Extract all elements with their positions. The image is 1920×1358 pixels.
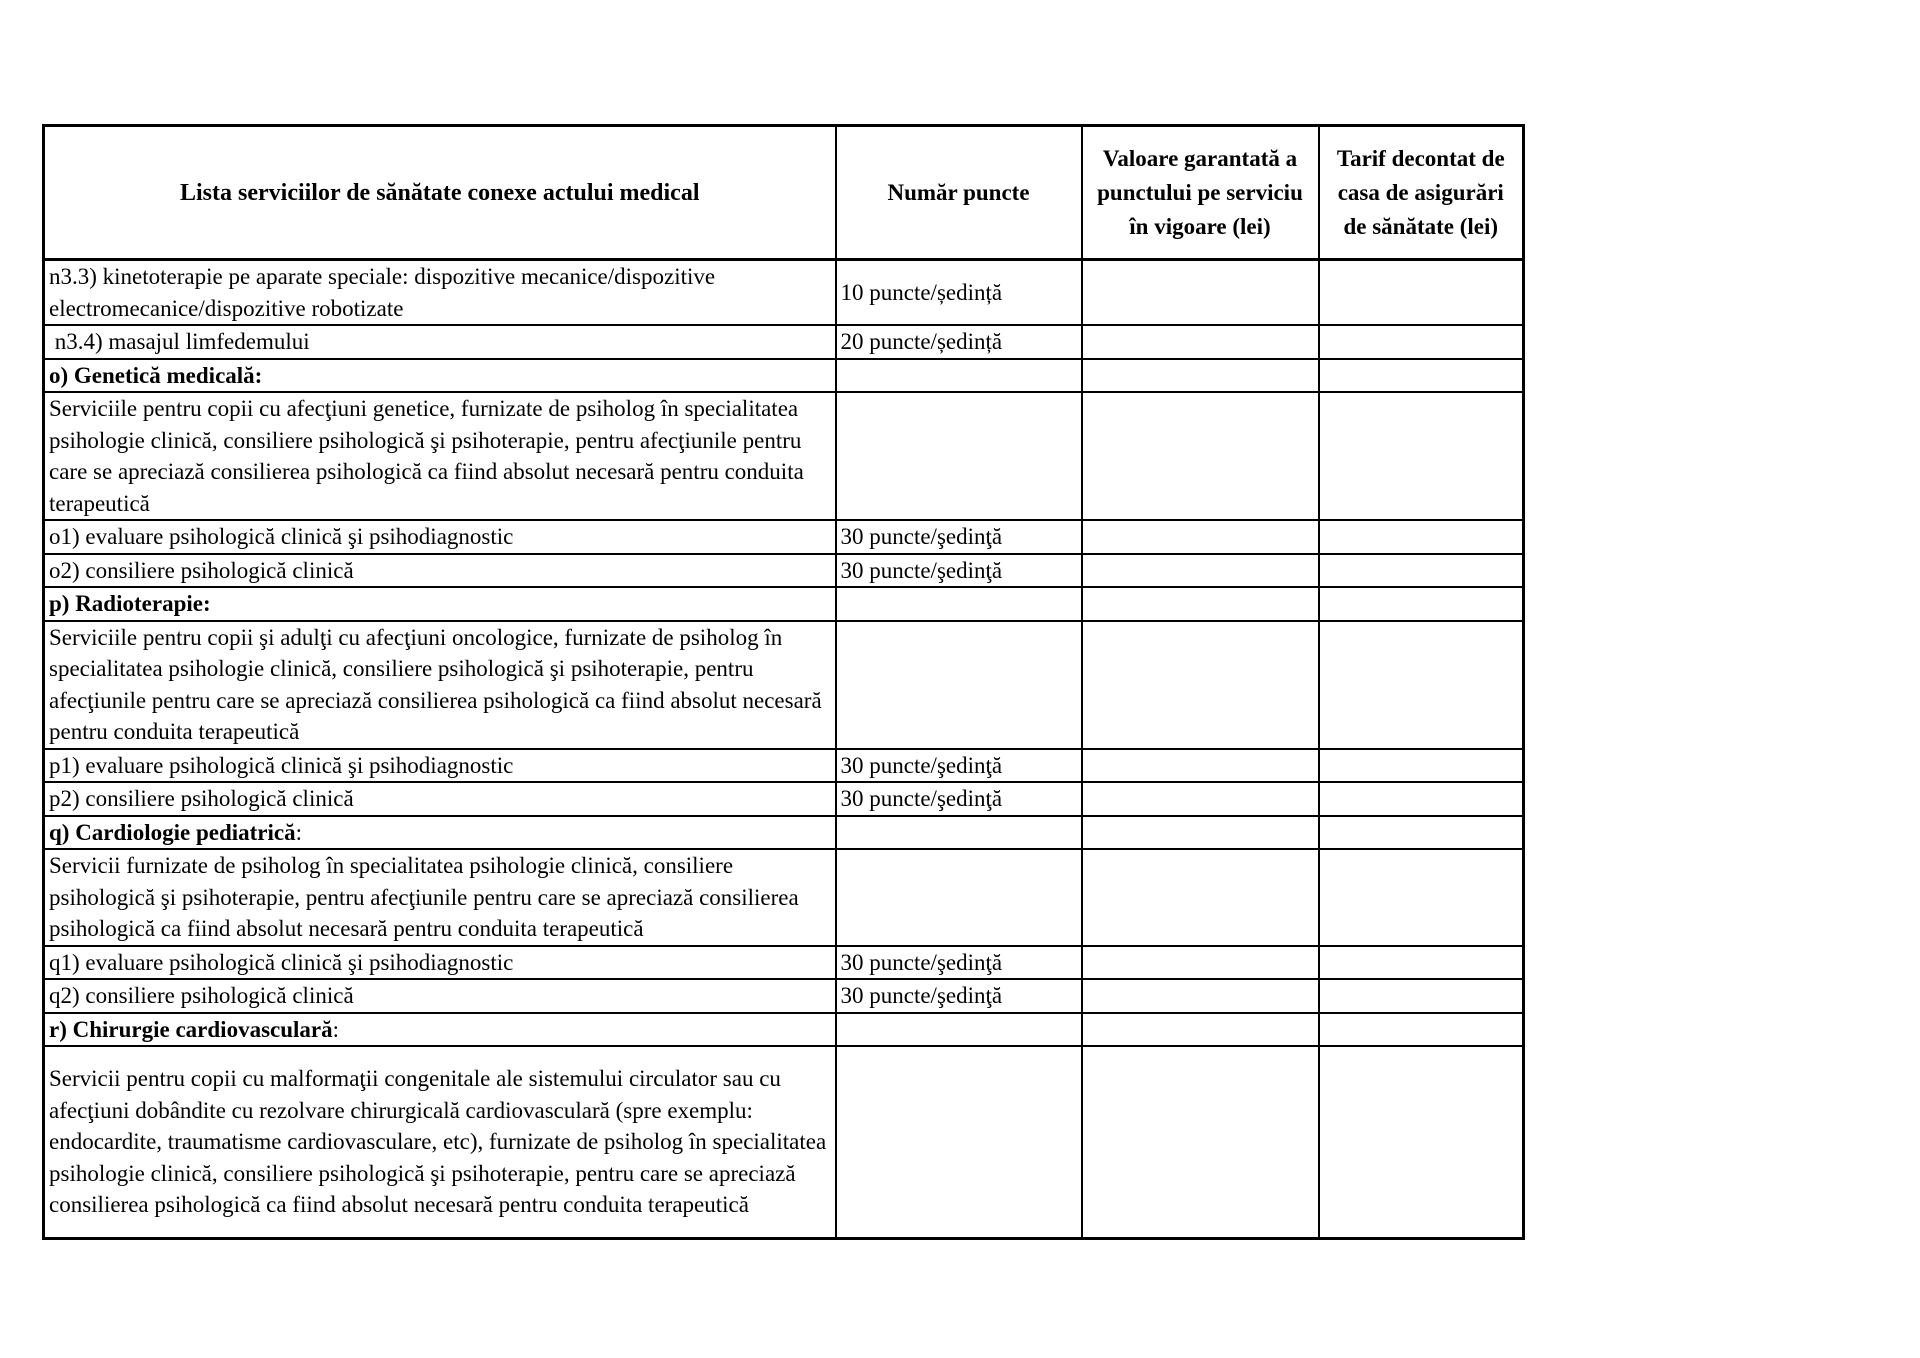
section-heading: p) Radioterapie: <box>44 587 836 621</box>
point-value-cell <box>1082 520 1319 554</box>
service-points <box>836 359 1082 393</box>
services-table <box>42 124 1525 1240</box>
service-points <box>836 587 1082 621</box>
point-value-cell <box>1082 554 1319 588</box>
point-value-cell <box>1082 260 1319 326</box>
service-description: q2) consiliere psihologică clinică <box>44 979 836 1013</box>
point-value-cell <box>1082 979 1319 1013</box>
tariff-cell <box>1319 621 1524 749</box>
section-heading-bold: r) Chirurgie cardiovasculară <box>49 1016 333 1042</box>
tariff-cell <box>1319 260 1524 326</box>
table-row <box>44 621 1524 749</box>
tariff-cell <box>1319 1013 1524 1047</box>
point-value-cell <box>1082 392 1319 520</box>
table-row <box>44 554 1524 588</box>
service-points <box>836 849 1082 946</box>
table-row <box>44 325 1524 359</box>
table-row <box>44 1046 1524 1239</box>
tariff-cell <box>1319 520 1524 554</box>
service-description: Serviciile pentru copii cu afecţiuni genetice, furnizate de psiholog în specialitatea psihologie clinică, consiliere psihologică şi psihoterapie, pentru afecţiunile pentru care se apreciază consilierea psihologică ca fiind absolut necesară pentru conduita terapeutică <box>44 392 836 520</box>
table-header-row <box>44 126 1524 260</box>
point-value-cell <box>1082 621 1319 749</box>
service-description: p2) consiliere psihologică clinică <box>44 782 836 816</box>
table-row <box>44 392 1524 520</box>
point-value-cell <box>1082 325 1319 359</box>
table-row <box>44 587 1524 621</box>
point-value-cell <box>1082 816 1319 850</box>
point-value-cell <box>1082 946 1319 980</box>
point-value-cell <box>1082 782 1319 816</box>
point-value-cell <box>1082 587 1319 621</box>
tariff-cell <box>1319 392 1524 520</box>
table-row <box>44 946 1524 980</box>
service-points: 30 puncte/şedinţă <box>836 520 1082 554</box>
header-services-list: Lista serviciilor de sănătate conexe actului medical <box>44 126 836 260</box>
table-row <box>44 359 1524 393</box>
service-description: Serviciile pentru copii şi adulţi cu afecţiuni oncologice, furnizate de psiholog în specialitatea psihologie clinică, consiliere psihologică şi psihoterapie, pentru afecţiunile pentru care se apreciază consilierea psihologică ca fiind absolut necesară pentru conduita terapeutică <box>44 621 836 749</box>
tariff-cell <box>1319 979 1524 1013</box>
tariff-cell <box>1319 587 1524 621</box>
tariff-cell <box>1319 782 1524 816</box>
table-row <box>44 782 1524 816</box>
service-points: 30 puncte/şedinţă <box>836 749 1082 783</box>
service-points <box>836 1013 1082 1047</box>
section-heading-colon: : <box>332 1016 340 1042</box>
tariff-cell <box>1319 554 1524 588</box>
point-value-cell <box>1082 749 1319 783</box>
section-heading-bold: q) Cardiologie pediatrică <box>49 819 296 845</box>
service-description: q1) evaluare psihologică clinică şi psihodiagnostic <box>44 946 836 980</box>
service-points: 30 puncte/şedinţă <box>836 782 1082 816</box>
table-row <box>44 1013 1524 1047</box>
service-points <box>836 1046 1082 1239</box>
section-heading: o) Genetică medicală: <box>44 359 836 393</box>
table-row <box>44 816 1524 850</box>
section-heading <box>44 816 836 850</box>
table-row <box>44 849 1524 946</box>
tariff-cell <box>1319 325 1524 359</box>
service-description: o2) consiliere psihologică clinică <box>44 554 836 588</box>
tariff-cell <box>1319 946 1524 980</box>
tariff-cell <box>1319 849 1524 946</box>
point-value-cell <box>1082 1046 1319 1239</box>
service-description: p1) evaluare psihologică clinică şi psihodiagnostic <box>44 749 836 783</box>
table-row <box>44 260 1524 326</box>
service-description: Servicii pentru copii cu malformaţii congenitale ale sistemului circulator sau cu afecţiuni dobândite cu rezolvare chirurgicală cardiovasculară (spre exemplu: endocardite, traumatisme cardiovasculare, etc), furnizate de psiholog în specialitatea psihologie clinică, consiliere psihologică şi psihoterapie, pentru care se apreciază consilierea psihologică ca fiind absolut necesară pentru conduita terapeutică <box>44 1046 836 1239</box>
header-point-value: Valoare garantată a punctului pe serviciu în vigoare (lei) <box>1082 126 1319 260</box>
point-value-cell <box>1082 849 1319 946</box>
tariff-cell <box>1319 1046 1524 1239</box>
point-value-cell <box>1082 1013 1319 1047</box>
section-heading <box>44 1013 836 1047</box>
header-points: Număr puncte <box>836 126 1082 260</box>
service-points: 10 puncte/ședință <box>836 260 1082 326</box>
service-description: n3.3) kinetoterapie pe aparate speciale: dispozitive mecanice/dispozitive electromecanice/dispozitive robotizate <box>44 260 836 326</box>
service-points: 30 puncte/şedinţă <box>836 946 1082 980</box>
tariff-cell <box>1319 816 1524 850</box>
service-points: 30 puncte/şedinţă <box>836 979 1082 1013</box>
tariff-cell <box>1319 359 1524 393</box>
service-description: o1) evaluare psihologică clinică şi psihodiagnostic <box>44 520 836 554</box>
service-points <box>836 816 1082 850</box>
service-points <box>836 621 1082 749</box>
service-points: 20 puncte/ședință <box>836 325 1082 359</box>
service-points: 30 puncte/şedinţă <box>836 554 1082 588</box>
service-description: n3.4) masajul limfedemului <box>44 325 836 359</box>
service-description: Servicii furnizate de psiholog în specialitatea psihologie clinică, consiliere psihologică şi psihoterapie, pentru afecţiunile pentru care se apreciază consilierea psihologică ca fiind absolut necesară pentru conduita terapeutică <box>44 849 836 946</box>
table-row <box>44 520 1524 554</box>
section-heading-colon: : <box>295 819 302 845</box>
table-row <box>44 979 1524 1013</box>
tariff-cell <box>1319 749 1524 783</box>
service-points <box>836 392 1082 520</box>
table-row <box>44 749 1524 783</box>
point-value-cell <box>1082 359 1319 393</box>
header-tariff: Tarif decontat de casa de asigurări de sănătate (lei) <box>1319 126 1524 260</box>
